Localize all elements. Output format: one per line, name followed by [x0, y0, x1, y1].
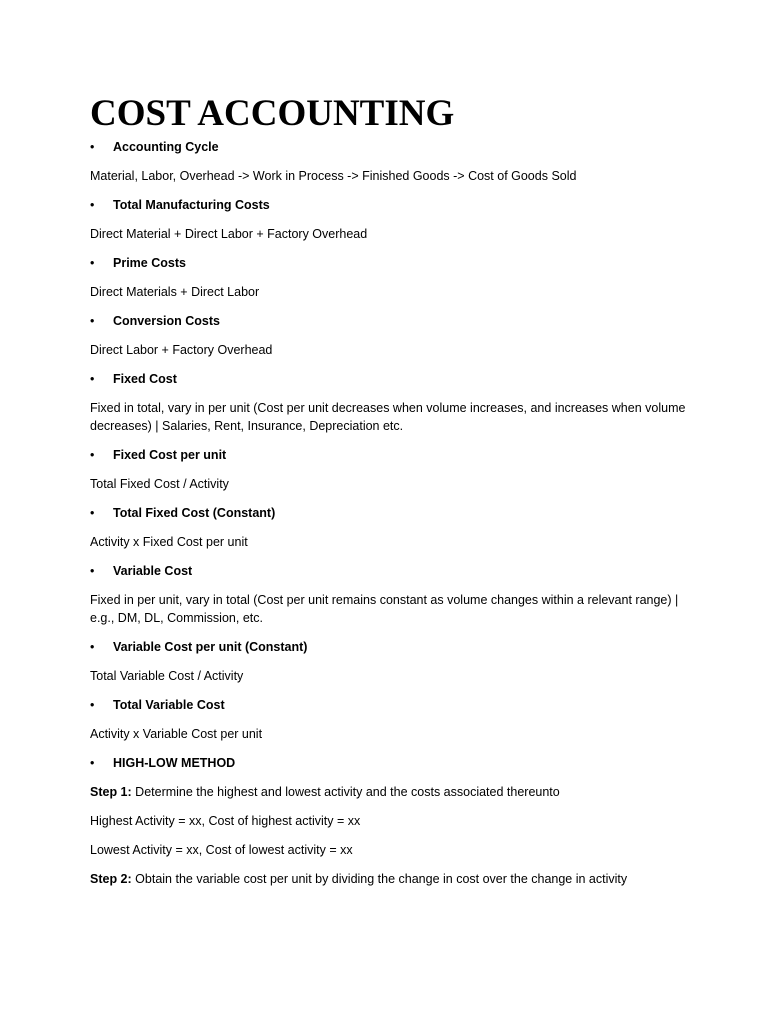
step-1-label: Step 1:	[90, 785, 132, 799]
bullet-glyph: •	[90, 372, 95, 386]
paragraph-fixed-cost: Fixed in total, vary in per unit (Cost per unit decreases when volume increases, and increases when volume decreases) | Salaries, Rent, Insurance, Depreciation etc.	[90, 401, 686, 433]
paragraph-total-variable-cost: Activity x Variable Cost per unit	[90, 727, 263, 741]
paragraph-fixed-cost-per-unit: Total Fixed Cost / Activity	[90, 477, 229, 491]
highest-activity-line: Highest Activity = xx, Cost of highest activity = xx	[90, 814, 361, 828]
step-1-line	[90, 783, 690, 801]
heading-text: Conversion Costs	[113, 314, 220, 328]
bullet-heading-prime-costs	[90, 254, 690, 272]
bullet-heading-high-low-method	[90, 754, 690, 772]
paragraph-conversion-costs: Direct Labor + Factory Overhead	[90, 343, 273, 357]
step-2-text: Obtain the variable cost per unit by dividing the change in cost over the change in activity	[135, 872, 628, 886]
bullet-glyph: •	[90, 640, 95, 654]
heading-text: Total Manufacturing Costs	[113, 198, 270, 212]
document-body	[90, 138, 690, 899]
step-1-text: Determine the highest and lowest activity and the costs associated thereunto	[135, 785, 560, 799]
bullet-glyph: •	[90, 140, 95, 154]
bullet-glyph: •	[90, 756, 95, 770]
bullet-glyph: •	[90, 198, 95, 212]
lowest-activity-line: Lowest Activity = xx, Cost of lowest activity = xx	[90, 843, 353, 857]
bullet-glyph: •	[90, 256, 95, 270]
paragraph-prime-costs: Direct Materials + Direct Labor	[90, 285, 260, 299]
heading-text: Variable Cost per unit (Constant)	[113, 640, 308, 654]
paragraph-total-fixed-cost: Activity x Fixed Cost per unit	[90, 535, 248, 549]
heading-text: Total Fixed Cost (Constant)	[113, 506, 276, 520]
paragraph-total-manufacturing-costs: Direct Material + Direct Labor + Factory Overhead	[90, 227, 368, 241]
paragraph-variable-cost: Fixed in per unit, vary in total (Cost per unit remains constant as volume changes within a relevant range) | e.g., DM, DL, Commission, etc.	[90, 593, 679, 625]
bullet-heading-conversion-costs	[90, 312, 690, 330]
step-2-line	[90, 870, 690, 888]
bullet-glyph: •	[90, 564, 95, 578]
heading-text: Prime Costs	[113, 256, 186, 270]
heading-text: HIGH-LOW METHOD	[113, 756, 236, 770]
heading-text: Fixed Cost per unit	[113, 448, 227, 462]
bullet-heading-fixed-cost	[90, 370, 690, 388]
paragraph-accounting-cycle: Material, Labor, Overhead -> Work in Process -> Finished Goods -> Cost of Goods Sold	[90, 169, 577, 183]
bullet-glyph: •	[90, 506, 95, 520]
heading-text: Fixed Cost	[113, 372, 177, 386]
bullet-heading-accounting-cycle	[90, 138, 690, 156]
step-2-label: Step 2:	[90, 872, 132, 886]
page-title: COST ACCOUNTING	[90, 93, 455, 134]
heading-text: Variable Cost	[113, 564, 193, 578]
bullet-heading-total-manufacturing-costs	[90, 196, 690, 214]
bullet-heading-total-fixed-cost	[90, 504, 690, 522]
paragraph-variable-cost-per-unit: Total Variable Cost / Activity	[90, 669, 244, 683]
heading-text: Accounting Cycle	[113, 140, 219, 154]
bullet-glyph: •	[90, 448, 95, 462]
bullet-heading-variable-cost-per-unit	[90, 638, 690, 656]
bullet-heading-variable-cost	[90, 562, 690, 580]
bullet-glyph: •	[90, 314, 95, 328]
heading-text: Total Variable Cost	[113, 698, 225, 712]
bullet-heading-total-variable-cost	[90, 696, 690, 714]
bullet-glyph: •	[90, 698, 95, 712]
bullet-heading-fixed-cost-per-unit	[90, 446, 690, 464]
